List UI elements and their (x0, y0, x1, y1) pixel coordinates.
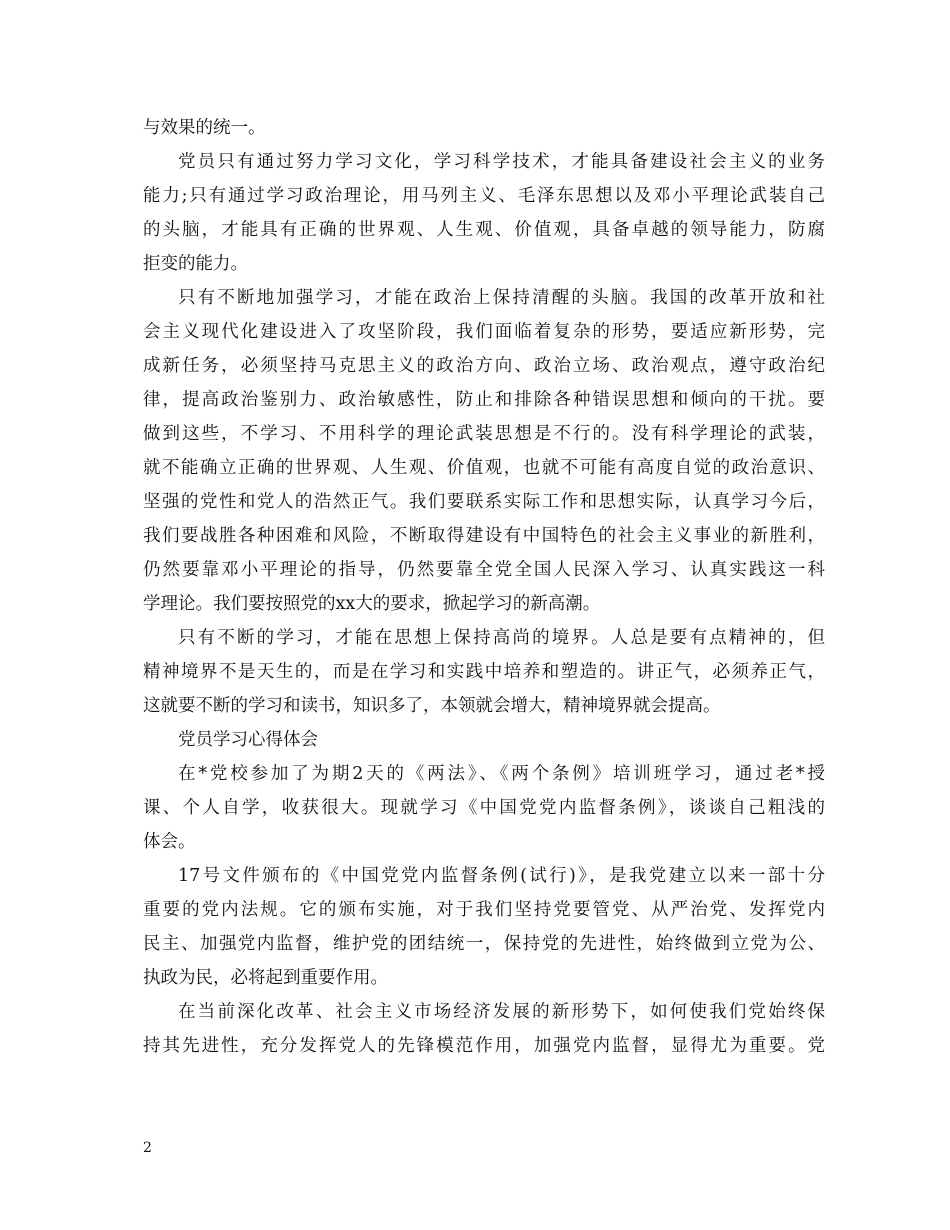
paragraph-line: 执政为民，必将起到重要作用。 (143, 968, 388, 988)
paragraph-line: 在当前深化改革、社会主义市场经济发展的新形势下，如何使我们党始终保 (178, 1002, 825, 1022)
paragraph-line: 与效果的统一。 (143, 118, 266, 138)
paragraph-line: 持其先进性，充分发挥党人的先锋模范作用，加强党内监督，显得尤为重要。党 (143, 1036, 825, 1056)
section-heading: 党员学习心得体会 (178, 730, 318, 750)
paragraph-line: 就不能确立正确的世界观、人生观、价值观，也就不可能有高度自觉的政治意识、 (143, 458, 825, 478)
paragraph-line: 在*党校参加了为期2天的《两法》、《两个条例》培训班学习，通过老*授 (178, 764, 825, 784)
paragraph-line: 我们要战胜各种困难和风险，不断取得建设有中国特色的社会主义事业的新胜利， (143, 526, 825, 546)
paragraph-line: 体会。 (143, 832, 196, 852)
paragraph-line: 坚强的党性和党人的浩然正气。我们要联系实际工作和思想实际，认真学习今后， (143, 492, 825, 512)
paragraph-line: 课、个人自学，收获很大。现就学习《中国党党内监督条例》，谈谈自己粗浅的 (143, 798, 825, 818)
paragraph-line: 做到这些，不学习、不用科学的理论武装思想是不行的。没有科学理论的武装， (143, 424, 825, 444)
paragraph-line: 民主、加强党内监督，维护党的团结统一，保持党的先进性，始终做到立党为公、 (143, 934, 825, 954)
paragraph-line: 17号文件颁布的《中国党党内监督条例(试行)》，是我党建立以来一部十分 (178, 866, 825, 886)
paragraph-line: 这就要不断的学习和读书，知识多了，本领就会增大，精神境界就会提高。 (143, 696, 721, 716)
page-number: 2 (143, 1140, 152, 1156)
paragraph-line: 的头脑，才能具有正确的世界观、人生观、价值观，具备卓越的领导能力，防腐 (143, 220, 825, 240)
paragraph-line: 能力;只有通过学习政治理论，用马列主义、毛泽东思想以及邓小平理论武装自己 (143, 186, 825, 206)
paragraph-line: 只有不断地加强学习，才能在政治上保持清醒的头脑。我国的改革开放和社 (178, 288, 825, 308)
paragraph-line: 拒变的能力。 (143, 254, 248, 274)
paragraph-line: 仍然要靠邓小平理论的指导，仍然要靠全党全国人民深入学习、认真实践这一科 (143, 560, 825, 580)
document-body (143, 111, 825, 1063)
paragraph-line: 律，提高政治鉴别力、政治敏感性，防止和排除各种错误思想和倾向的干扰。要 (143, 390, 825, 410)
paragraph-line: 成新任务，必须坚持马克思主义的政治方向、政治立场、政治观点，遵守政治纪 (143, 356, 825, 376)
paragraph-line: 精神境界不是天生的，而是在学习和实践中培养和塑造的。讲正气，必须养正气， (143, 662, 825, 682)
paragraph-line: 重要的党内法规。它的颁布实施，对于我们坚持党要管党、从严治党、发挥党内 (143, 900, 825, 920)
paragraph-line: 党员只有通过努力学习文化，学习科学技术，才能具备建设社会主义的业务 (178, 152, 825, 172)
paragraph-line: 会主义现代化建设进入了攻坚阶段，我们面临着复杂的形势，要适应新形势，完 (143, 322, 825, 342)
paragraph-line: 只有不断的学习，才能在思想上保持高尚的境界。人总是要有点精神的，但 (178, 628, 825, 648)
paragraph-line: 学理论。我们要按照党的xx大的要求，掀起学习的新高潮。 (143, 594, 601, 614)
